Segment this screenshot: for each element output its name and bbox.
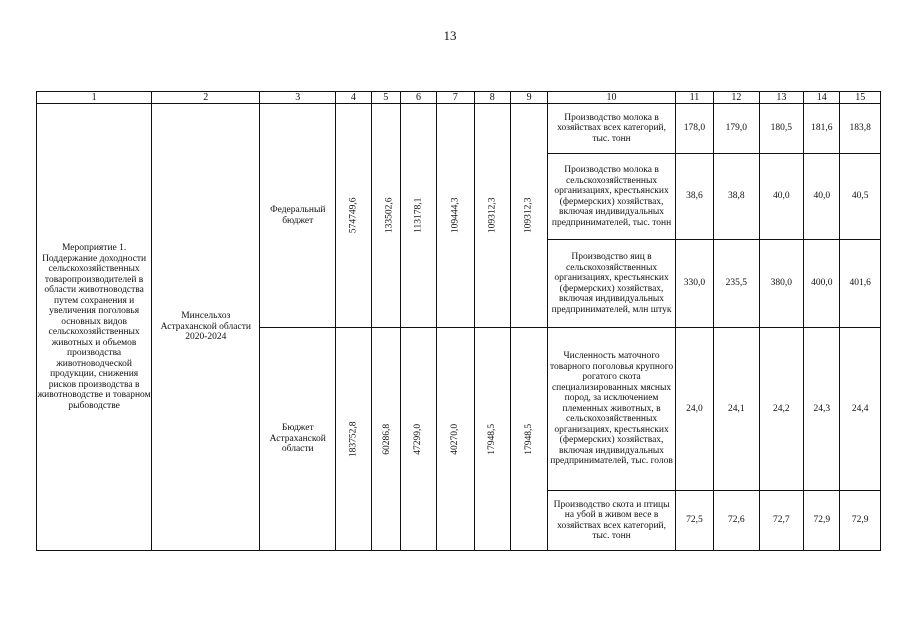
indicator-value: 180,5 [759, 104, 803, 154]
header-cell: 13 [759, 92, 803, 104]
header-cell: 7 [437, 92, 474, 104]
indicator-value: 178,0 [675, 104, 713, 154]
federal-budget-source: Федеральный бюджет [260, 104, 336, 328]
amount-text: 109312,3 [487, 197, 498, 234]
indicator-value: 24,3 [804, 328, 840, 491]
header-cell: 11 [675, 92, 713, 104]
regional-amount [371, 328, 400, 551]
regional-amount [400, 328, 436, 551]
header-cell: 4 [336, 92, 371, 104]
indicator-value: 24,1 [714, 328, 759, 491]
indicator-value: 235,5 [714, 240, 759, 328]
amount-text: 40270,0 [450, 423, 461, 455]
amount-text: 109444,3 [450, 197, 461, 234]
indicator-name: Производство скота и птицы на убой в живом весе в хозяйствах всех категорий, тыс. тонн [548, 491, 675, 551]
event-cell: Мероприятие 1. Поддержание доходности сельскохозяйственных товаропроизводителей в области животноводства путем сохранения и увеличения поголовья основных видов сельскохозяйственных животных и объемов производства животноводческой продукции, снижения рисков производства в животноводстве и товарном рыбоводстве [37, 104, 152, 551]
regional-amount [474, 328, 510, 551]
indicator-name: Производство молока в хозяйствах всех категорий, тыс. тонн [548, 104, 675, 154]
indicator-value: 72,6 [714, 491, 759, 551]
program-table [36, 91, 881, 551]
header-cell: 14 [804, 92, 840, 104]
indicator-name: Производство яиц в сельскохозяйственных организациях, крестьянских (фермерских) хозяйствах, включая индивидуальных предпринимателей, млн штук [548, 240, 675, 328]
federal-amount [371, 104, 400, 328]
federal-amount [400, 104, 436, 328]
header-cell: 5 [371, 92, 400, 104]
regional-budget-source: Бюджет Астраханской области [260, 328, 336, 551]
indicator-value: 24,2 [759, 328, 803, 491]
indicator-value: 40,0 [804, 154, 840, 240]
amount-text: 60286,8 [381, 423, 392, 455]
indicator-value: 401,6 [840, 240, 881, 328]
amount-text: 109312,3 [523, 197, 534, 234]
indicator-name: Производство молока в сельскохозяйственных организациях, крестьянских (фермерских) хозяйствах, включая индивидуальных предпринимателей, тыс. тонн [548, 154, 675, 240]
indicator-value: 183,8 [840, 104, 881, 154]
federal-amount [510, 104, 547, 328]
header-cell: 3 [260, 92, 336, 104]
header-cell: 8 [474, 92, 510, 104]
header-cell: 15 [840, 92, 881, 104]
indicator-value: 38,8 [714, 154, 759, 240]
indicator-value: 24,0 [675, 328, 713, 491]
header-cell: 9 [510, 92, 547, 104]
amount-text: 17948,5 [523, 423, 534, 455]
federal-amount [336, 104, 371, 328]
header-cell: 2 [152, 92, 260, 104]
header-cell: 6 [400, 92, 436, 104]
indicator-value: 72,9 [804, 491, 840, 551]
indicator-value: 72,9 [840, 491, 881, 551]
indicator-value: 380,0 [759, 240, 803, 328]
indicator-value: 40,0 [759, 154, 803, 240]
indicator-value: 72,5 [675, 491, 713, 551]
indicator-value: 330,0 [675, 240, 713, 328]
amount-text: 47299,0 [413, 423, 424, 455]
regional-amount [510, 328, 547, 551]
header-cell: 10 [548, 92, 675, 104]
amount-text: 574749,6 [348, 197, 359, 234]
regional-amount [336, 328, 371, 551]
amount-text: 183752,8 [348, 421, 359, 457]
indicator-value: 40,5 [840, 154, 881, 240]
indicator-value: 24,4 [840, 328, 881, 491]
federal-amount [474, 104, 510, 328]
table-row [37, 104, 881, 154]
federal-amount [437, 104, 474, 328]
amount-text: 133502,6 [384, 197, 395, 234]
amount-text: 17948,5 [487, 423, 498, 455]
executor-cell: Минсельхоз Астраханской области 2020-2024 [152, 104, 260, 551]
indicator-value: 181,6 [804, 104, 840, 154]
regional-amount [437, 328, 474, 551]
indicator-value: 179,0 [714, 104, 759, 154]
header-cell: 1 [37, 92, 152, 104]
indicator-name: Численность маточного товарного поголовья крупного рогатого скота специализированных мясных пород, за исключением племенных животных, в сельскохозяйственных организациях, крестьянских (фермерских) хозяйствах, включая индивидуальных предпринимателей, тыс. голов [548, 328, 675, 491]
header-cell: 12 [714, 92, 759, 104]
indicator-value: 400,0 [804, 240, 840, 328]
indicator-value: 72,7 [759, 491, 803, 551]
header-row [37, 92, 881, 104]
amount-text: 113178,1 [413, 197, 424, 234]
page-number: 13 [443, 28, 457, 43]
indicator-value: 38,6 [675, 154, 713, 240]
